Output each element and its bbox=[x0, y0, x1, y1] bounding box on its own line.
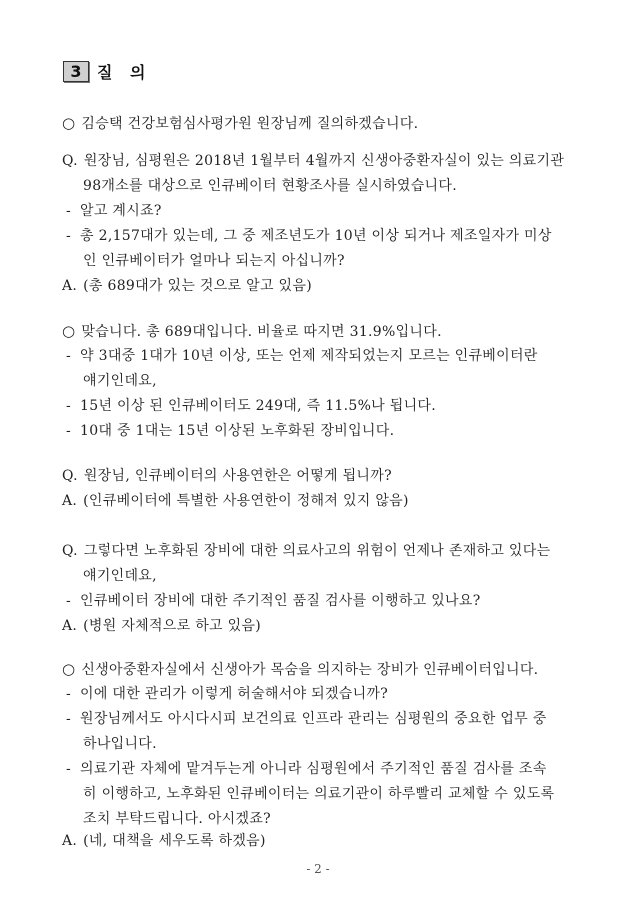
qa-marker: A. bbox=[62, 278, 78, 294]
circle-bullet-icon: ○ bbox=[62, 660, 76, 678]
dash-bullet: - bbox=[66, 423, 72, 439]
line-text: 신생아중환자실에서 신생아가 목숨을 의지하는 장비가 인큐베이터입니다. bbox=[81, 662, 539, 678]
line-text: 의료기관 자체에 맡겨두는게 아니라 심평원에서 주기적인 품질 검사를 조속 bbox=[80, 761, 547, 777]
transcript-line bbox=[62, 492, 409, 510]
transcript-line bbox=[83, 252, 345, 270]
circle-bullet-icon: ○ bbox=[62, 322, 76, 340]
qa-marker: A. bbox=[62, 493, 78, 509]
transcript-line bbox=[83, 177, 457, 195]
transcript-line bbox=[66, 202, 162, 220]
transcript-line bbox=[83, 567, 157, 585]
line-text: 얘기인데요, bbox=[83, 568, 157, 584]
transcript-line bbox=[62, 277, 312, 295]
page-number: - 2 - bbox=[306, 862, 330, 876]
line-text: 98개소를 대상으로 인큐베이터 현황조사를 실시하였습니다. bbox=[83, 178, 457, 194]
line-text: 조치 부탁드립니다. 아시겠죠? bbox=[83, 811, 271, 827]
dash-bullet: - bbox=[66, 203, 72, 219]
transcript-line bbox=[62, 617, 261, 635]
transcript-line bbox=[62, 832, 266, 850]
line-text: 김승택 건강보험심사평가원 원장님께 질의하겠습니다. bbox=[81, 116, 419, 132]
line-text: 인큐베이터 장비에 대한 주기적인 품질 검사를 이행하고 있나요? bbox=[80, 593, 481, 609]
line-text: (네, 대책을 세우도록 하겠음) bbox=[83, 833, 266, 849]
transcript-line bbox=[62, 660, 538, 679]
transcript-line bbox=[62, 542, 550, 560]
transcript-line bbox=[83, 785, 554, 803]
line-text: 원장님, 심평원은 2018년 1월부터 4월까지 신생아중환자실이 있는 의료기관 bbox=[83, 153, 565, 169]
qa-marker: Q. bbox=[62, 153, 78, 169]
transcript-line bbox=[62, 467, 392, 485]
transcript-line bbox=[66, 592, 481, 610]
transcript-line bbox=[66, 422, 394, 440]
qa-marker: Q. bbox=[62, 543, 78, 559]
dash-bullet: - bbox=[66, 761, 72, 777]
line-text: (총 689대가 있는 것으로 알고 있음) bbox=[83, 278, 312, 294]
line-text: 인 인큐베이터가 얼마나 되는지 아십니까? bbox=[83, 253, 345, 269]
line-text: 약 3대중 1대가 10년 이상, 또는 언제 제작되었는지 모르는 인큐베이터란 bbox=[80, 348, 538, 364]
line-text: 히 이행하고, 노후화된 인큐베이터는 의료기관이 하루빨리 교체할 수 있도록 bbox=[83, 786, 555, 802]
line-text: 그렇다면 노후화된 장비에 대한 의료사고의 위험이 언제나 존재하고 있다는 bbox=[83, 543, 551, 559]
line-text: 총 2,157대가 있는데, 그 중 제조년도가 10년 이상 되거나 제조일자가 미상 bbox=[80, 228, 552, 244]
line-text: 원장님께서도 아시다시피 보건의료 인프라 관리는 심평원의 중요한 업무 중 bbox=[80, 711, 547, 727]
qa-marker: Q. bbox=[62, 468, 78, 484]
line-text: 얘기인데요, bbox=[83, 373, 157, 389]
dash-bullet: - bbox=[66, 398, 72, 414]
dash-bullet: - bbox=[66, 593, 72, 609]
circle-bullet-icon: ○ bbox=[62, 114, 76, 132]
section-number-box: 3 bbox=[63, 61, 89, 82]
dash-bullet: - bbox=[66, 711, 72, 727]
dash-bullet: - bbox=[66, 686, 72, 702]
transcript-line bbox=[66, 227, 552, 245]
section-title: 질 의 bbox=[97, 63, 152, 82]
dash-bullet: - bbox=[66, 348, 72, 364]
line-text: 이에 대한 관리가 이렇게 허술해서야 되겠습니까? bbox=[80, 686, 389, 702]
transcript-line bbox=[83, 735, 157, 753]
transcript-line bbox=[83, 810, 271, 828]
dash-bullet: - bbox=[66, 228, 72, 244]
transcript-line bbox=[62, 152, 564, 170]
line-text: 알고 계시죠? bbox=[80, 203, 162, 219]
transcript-line bbox=[62, 322, 442, 341]
transcript-line bbox=[62, 114, 418, 133]
transcript-line bbox=[83, 372, 157, 390]
line-text: 맞습니다. 총 689대입니다. 비율로 따지면 31.9%입니다. bbox=[81, 324, 442, 340]
transcript-line bbox=[66, 710, 547, 728]
transcript-line bbox=[66, 397, 436, 415]
transcript-line bbox=[66, 760, 547, 778]
section-heading bbox=[63, 60, 151, 83]
transcript-line bbox=[66, 685, 388, 703]
line-text: (인큐베이터에 특별한 사용연한이 정해져 있지 않음) bbox=[83, 493, 409, 509]
line-text: (병원 자체적으로 하고 있음) bbox=[83, 618, 262, 634]
line-text: 10대 중 1대는 15년 이상된 노후화된 장비입니다. bbox=[80, 423, 395, 439]
line-text: 하나입니다. bbox=[83, 736, 157, 752]
line-text: 원장님, 인큐베이터의 사용연한은 어떻게 됩니까? bbox=[83, 468, 392, 484]
transcript-line bbox=[66, 347, 538, 365]
qa-marker: A. bbox=[62, 833, 78, 849]
line-text: 15년 이상 된 인큐베이터도 249대, 즉 11.5%나 됩니다. bbox=[80, 398, 436, 414]
qa-marker: A. bbox=[62, 618, 78, 634]
